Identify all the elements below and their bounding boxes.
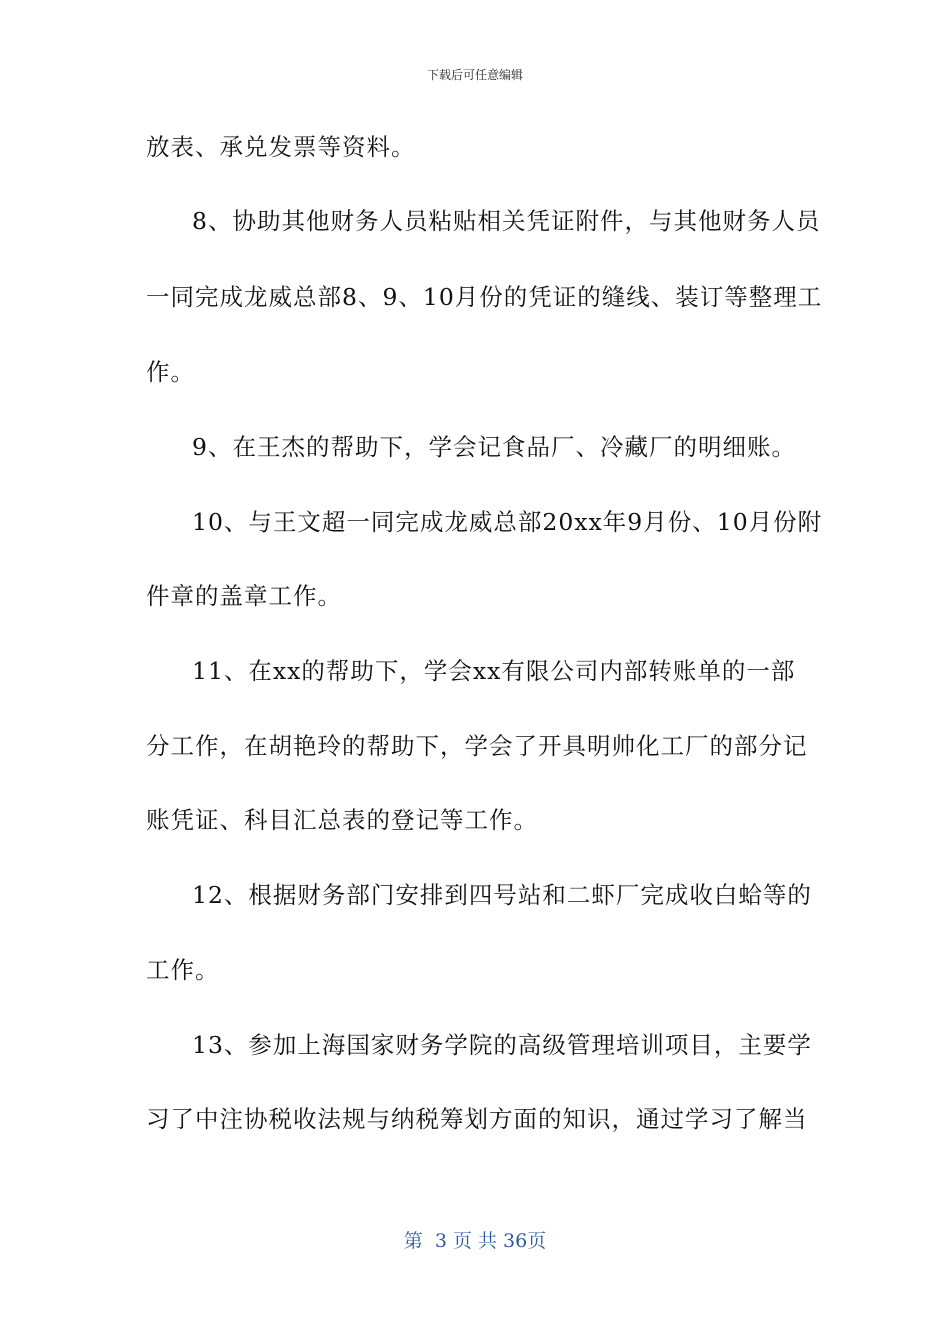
body-line-10: 账凭证、科目汇总表的登记等工作。 — [146, 806, 538, 834]
body-line-11: 12、根据财务部门安排到四号站和二虾厂完成收白蛤等的 — [192, 881, 812, 909]
page-number-footer — [0, 1226, 950, 1253]
body-line-1: 放表、承兑发票等资料。 — [146, 133, 416, 161]
body-line-13: 13、参加上海国家财务学院的高级管理培训项目，主要学 — [192, 1031, 812, 1059]
body-line-14: 习了中注协税收法规与纳税筹划方面的知识，通过学习了解当 — [146, 1105, 808, 1133]
page-header: 下载后可任意编辑 — [426, 68, 523, 82]
body-line-5: 9、在王杰的帮助下，学会记食品厂、冷藏厂的明细账。 — [192, 433, 796, 461]
body-line-9: 分工作，在胡艳玲的帮助下，学会了开具明帅化工厂的部分记 — [146, 732, 808, 760]
body-line-6: 10、与王文超一同完成龙威总部20xx年9月份、10月份附 — [192, 508, 823, 536]
page-number-text: 第 3 页 共 36页 — [403, 1230, 547, 1252]
body-line-7: 件章的盖章工作。 — [146, 582, 342, 610]
body-line-4: 作。 — [146, 358, 195, 386]
body-line-8: 11、在xx的帮助下，学会xx有限公司内部转账单的一部 — [192, 657, 796, 685]
body-line-12: 工作。 — [146, 956, 220, 984]
body-line-2: 8、协助其他财务人员粘贴相关凭证附件，与其他财务人员 — [192, 207, 821, 235]
body-line-3: 一同完成龙威总部8、9、10月份的凭证的缝线、装订等整理工 — [146, 283, 823, 311]
